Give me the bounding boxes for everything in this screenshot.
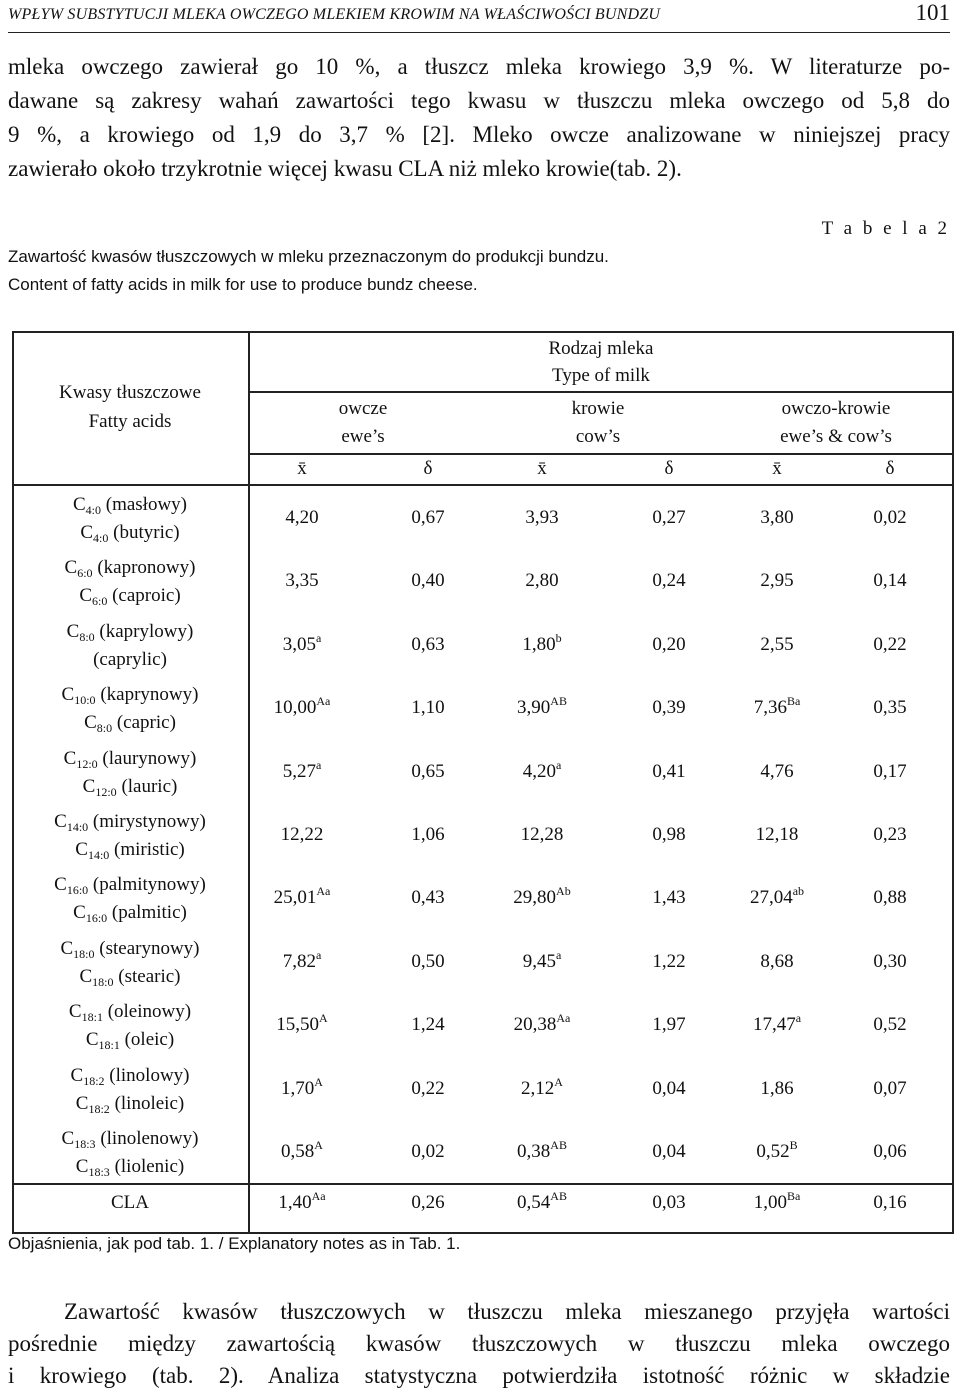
sd-value [609, 948, 729, 976]
mean-value [242, 821, 362, 849]
significance-letter: Aa [316, 694, 331, 709]
sd-value [830, 948, 950, 976]
table-label: T a b e l a 2 [821, 218, 950, 239]
cell-value: 27,04 [749, 887, 793, 909]
cell-value: 0,07 [873, 1077, 907, 1099]
cell-value: 0,17 [873, 760, 907, 782]
mean-value [242, 1011, 362, 1039]
mean-value [242, 1075, 362, 1103]
cell-value: 3,05 [282, 633, 316, 655]
acid-symbol: C [68, 1001, 82, 1023]
cell-value: 0,23 [873, 824, 907, 845]
sd-value [368, 504, 488, 532]
acid-chain-notation: 4:0 [85, 503, 101, 517]
cell-value: 0,24 [652, 570, 686, 592]
table-right-rule [952, 331, 954, 1233]
stat-mean-label: x̄ [537, 458, 547, 479]
stat-mean-label: x̄ [297, 458, 307, 479]
cell-value: 10,00 [273, 697, 317, 719]
acid-name: (palmitic) [107, 902, 187, 924]
bottom-paragraph-line: Zawartość kwasów tłuszczowych w tłuszczu mleka mieszanego przyjęła wartości [64, 1299, 950, 1324]
sd-value [609, 884, 729, 912]
cell-value: 9,45 [522, 950, 556, 972]
bottom-paragraph [8, 1296, 950, 1392]
cell-value: 2,55 [760, 633, 794, 655]
acid-name: (capric) [112, 712, 176, 734]
acid-symbol: C [66, 620, 80, 642]
cell-value: 20,38 [513, 1014, 557, 1036]
top-paragraph-line: zawierało około trzykrotnie więcej kwasu CLA niż mleko krowie(tab. 2). [8, 156, 682, 181]
significance-letter: Ba [786, 1189, 801, 1203]
cell-value: 3,93 [525, 507, 559, 528]
mean-value [717, 884, 837, 912]
mean-value [242, 504, 362, 532]
cell-value: 0,65 [411, 760, 445, 782]
running-title: WPŁYW SUBSTYTUCJI MLEKA OWCZEGO MLEKIEM KROWIM NA WŁAŚCIWOŚCI BUNDZU [8, 6, 661, 23]
acid-chain-notation: 18:3 [88, 1165, 110, 1179]
acid-chain-notation: 12:0 [95, 784, 117, 799]
cell-value: 0,88 [873, 887, 907, 909]
mean-value [717, 1189, 837, 1217]
cell-value: 4,20 [285, 507, 319, 528]
header-group-cow-pl: krowie [571, 398, 625, 419]
header-group-mixed-pl: owczo-krowie [781, 398, 891, 419]
stat-sd-label: δ [423, 458, 433, 479]
header-acids-pl: Kwasy tłuszczowe [59, 382, 201, 403]
acid-symbol: C [84, 712, 97, 734]
cell-value: 0,58 [281, 1141, 315, 1162]
cell-value: 5,27 [282, 760, 316, 782]
stat-sd-label: δ [885, 458, 895, 479]
mean-value [482, 631, 602, 659]
bottom-paragraph-line: pośrednie między zawartością kwasów tłuszczowych w tłuszczu mleka owczego [8, 1331, 950, 1356]
significance-letter: AB [550, 694, 567, 709]
mean-value [717, 821, 837, 849]
acid-name: (stearynowy) [94, 937, 200, 959]
acid-symbol: C [61, 1128, 75, 1149]
cell-value: 12,18 [755, 824, 799, 845]
cell-value: 0,30 [873, 950, 907, 972]
significance-letter: Aa [316, 884, 331, 899]
page-number: 101 [915, 0, 950, 25]
significance-letter: a [795, 1011, 802, 1026]
sd-value [609, 631, 729, 659]
acid-chain-notation: 4:0 [93, 531, 109, 545]
acid-name-polish [12, 491, 248, 519]
mean-value [717, 1138, 837, 1166]
top-paragraph [8, 50, 950, 186]
sd-value [368, 758, 488, 786]
header-group-cow-en: cow’s [575, 426, 621, 447]
table-notes: Objaśnienia, jak pod tab. 1. / Explanatory notes as in Tab. 1. [8, 1234, 461, 1253]
mean-value [242, 631, 362, 659]
acid-chain-notation: 8:0 [79, 629, 95, 644]
acid-symbol: C [64, 557, 78, 579]
cla-label: CLA [111, 1192, 149, 1213]
cell-value: 29,80 [513, 887, 557, 909]
mean-value [482, 504, 602, 532]
acid-name: (kapronowy) [92, 557, 196, 579]
cell-value: 15,50 [276, 1014, 320, 1036]
cell-value: 0,03 [652, 1192, 686, 1213]
mean-value [242, 567, 362, 595]
acid-chain-notation: 18:2 [83, 1073, 105, 1088]
acid-chain-notation: 18:0 [73, 946, 95, 961]
acid-chain-notation: 14:0 [87, 848, 110, 862]
acid-name: (linolenowy) [95, 1128, 199, 1149]
cell-value: 0,52 [873, 1014, 907, 1036]
acid-name: (butyric) [108, 522, 180, 543]
acid-name-english [12, 582, 248, 610]
acid-name: (caprylic) [93, 648, 167, 670]
acid-chain-notation: 18:1 [98, 1038, 120, 1053]
cell-value: 3,90 [517, 697, 551, 719]
acid-name-english [12, 646, 248, 674]
acid-name-polish [12, 998, 248, 1026]
acid-name: (oleic) [119, 1029, 175, 1051]
acid-symbol: C [75, 1156, 89, 1177]
acid-chain-notation: 18:3 [74, 1137, 96, 1151]
cell-value: 0,04 [652, 1141, 686, 1162]
sd-value [609, 694, 729, 722]
sd-value [368, 1189, 488, 1217]
acid-name-polish [12, 554, 248, 582]
sd-value [368, 631, 488, 659]
sd-value [368, 821, 488, 849]
cell-value: 12,22 [280, 824, 324, 845]
significance-letter: a [555, 757, 562, 772]
table-header-rule [12, 484, 954, 486]
sd-value [830, 884, 950, 912]
acid-symbol: C [54, 874, 67, 896]
mean-value [482, 694, 602, 722]
cell-value: 2,80 [525, 570, 559, 592]
acid-name-english [12, 773, 248, 801]
significance-letter: B [789, 1138, 798, 1152]
acid-symbol: C [70, 1064, 84, 1086]
mean-value [482, 567, 602, 595]
cell-value: 1,06 [411, 824, 445, 845]
acid-name-polish [12, 871, 248, 899]
acid-name: (liolenic) [109, 1156, 185, 1177]
cell-value: 2,95 [760, 570, 794, 592]
cell-value: 0,39 [652, 697, 686, 719]
cell-value: 0,98 [652, 824, 686, 845]
cell-value: 1,70 [281, 1077, 315, 1099]
mean-value [482, 1075, 602, 1103]
cell-value: 0,35 [873, 697, 907, 719]
sd-value [368, 948, 488, 976]
bottom-paragraph-line: i krowiego (tab. 2). Analiza statystyczna potwierdziła istotność różnic w składzie [8, 1363, 950, 1388]
mean-value [482, 1189, 602, 1217]
sd-value [830, 567, 950, 595]
cell-value: 0,38 [517, 1141, 551, 1162]
sd-value [609, 567, 729, 595]
acid-name-polish [12, 1125, 248, 1153]
acid-name-polish [12, 935, 248, 963]
acid-name-polish [12, 1062, 248, 1090]
acid-name: (oleinowy) [102, 1001, 192, 1023]
acid-name-english [12, 1153, 248, 1181]
sd-value [830, 1138, 950, 1166]
cell-value: 0,52 [756, 1141, 790, 1162]
acid-symbol: C [73, 902, 86, 924]
acid-symbol: C [82, 775, 96, 797]
cell-value: 1,86 [760, 1077, 794, 1099]
acid-name-english [12, 836, 248, 864]
mean-value [482, 884, 602, 912]
mean-value [242, 758, 362, 786]
cell-value: 0,50 [411, 950, 445, 972]
sd-value [830, 1189, 950, 1217]
mean-value [242, 694, 362, 722]
cell-value: 2,12 [521, 1077, 555, 1099]
caption-polish: Zawartość kwasów tłuszczowych w mleku przeznaczonym do produkcji bundzu. [8, 247, 609, 266]
significance-letter: a [555, 947, 562, 962]
mean-value [717, 504, 837, 532]
acid-symbol: C [63, 747, 77, 769]
mean-value [717, 631, 837, 659]
sd-value [609, 758, 729, 786]
acid-symbol: C [72, 494, 86, 515]
sd-value [609, 1138, 729, 1166]
acid-chain-notation: 6:0 [92, 594, 108, 609]
mean-value [482, 948, 602, 976]
mean-value [717, 567, 837, 595]
cell-value: 0,43 [411, 887, 445, 909]
cell-value: 1,24 [411, 1014, 445, 1036]
acid-name-english [12, 709, 248, 737]
acid-name: (caproic) [107, 585, 181, 607]
sd-value [830, 694, 950, 722]
acid-name-polish [12, 808, 248, 836]
stat-mean-label: x̄ [772, 458, 782, 479]
sd-value [830, 504, 950, 532]
sd-value [830, 631, 950, 659]
header-group-mixed-en: ewe’s & cow’s [780, 426, 892, 447]
table-header-rule [248, 391, 954, 393]
significance-letter: A [314, 1074, 323, 1089]
significance-letter: Ba [786, 694, 801, 709]
cell-value: 0,02 [873, 507, 907, 528]
mean-value [482, 1138, 602, 1166]
acid-name: (kaprylowy) [94, 620, 194, 642]
acid-chain-notation: 6:0 [77, 566, 93, 581]
cell-value: 0,40 [411, 570, 445, 592]
acid-symbol: C [80, 522, 94, 543]
cell-value: 0,14 [873, 570, 907, 592]
sd-value [830, 1075, 950, 1103]
acid-name-polish [12, 618, 248, 646]
sd-value [368, 694, 488, 722]
significance-letter: AB [550, 1189, 567, 1203]
acid-name: (miristic) [109, 839, 185, 860]
cell-value: 0,02 [411, 1141, 445, 1162]
cell-value: 3,80 [760, 507, 794, 528]
sd-value [609, 821, 729, 849]
acid-name-polish [12, 745, 248, 773]
running-header [8, 0, 950, 33]
acid-chain-notation: 14:0 [66, 820, 89, 834]
acid-name: (kaprynowy) [95, 684, 199, 706]
cell-value: 0,54 [517, 1192, 551, 1213]
cell-value: 1,10 [411, 697, 445, 719]
significance-letter: Ab [556, 884, 571, 899]
sd-value [609, 1075, 729, 1103]
cell-value: 17,47 [752, 1014, 796, 1036]
mean-value [717, 758, 837, 786]
top-paragraph-line: 9 %, a krowiego od 1,9 do 3,7 % [2]. Mleko owcze analizowane w niniejszej pracy [8, 122, 950, 147]
acid-chain-notation: 16:0 [85, 911, 108, 926]
cell-value: 0,27 [652, 507, 686, 528]
acid-name-english [12, 1090, 248, 1118]
mean-value [717, 1075, 837, 1103]
mean-value [717, 948, 837, 976]
sd-value [368, 884, 488, 912]
cell-value: 1,97 [652, 1014, 686, 1036]
acid-symbol: C [60, 937, 74, 959]
cell-value: 4,76 [760, 760, 794, 782]
cell-value: 3,35 [285, 570, 319, 592]
mean-value [717, 1011, 837, 1039]
mean-value [482, 758, 602, 786]
cell-value: 0,06 [873, 1141, 907, 1162]
fatty-acids-table [12, 331, 954, 1233]
cell-value: 1,22 [652, 950, 686, 972]
header-milk-pl: Rodzaj mleka [548, 338, 654, 359]
significance-letter: a [315, 757, 322, 772]
cell-value: 0,26 [411, 1192, 445, 1213]
cell-value: 0,20 [652, 633, 686, 655]
sd-value [609, 1189, 729, 1217]
cell-value: 0,22 [411, 1077, 445, 1099]
sd-value [830, 758, 950, 786]
acid-name: (linolowy) [104, 1064, 190, 1086]
acid-chain-notation: 18:1 [81, 1010, 103, 1025]
acid-name: (laurynowy) [97, 747, 197, 769]
cell-value: 0,22 [873, 633, 907, 655]
acid-symbol: C [79, 965, 93, 987]
sd-value [830, 1011, 950, 1039]
mean-value [482, 821, 602, 849]
acid-name: (stearic) [113, 965, 181, 987]
cell-value: 1,43 [652, 887, 686, 909]
mean-value [242, 884, 362, 912]
cell-value: 0,41 [652, 760, 686, 782]
mean-value [717, 694, 837, 722]
table-cla-rule [12, 1183, 954, 1185]
acid-name-polish [12, 681, 248, 709]
mean-value [242, 1138, 362, 1166]
acid-chain-notation: 18:0 [92, 974, 114, 989]
cell-value: 1,00 [753, 1192, 787, 1213]
acid-name: (lauric) [116, 775, 178, 797]
cell-value: 7,82 [282, 950, 316, 972]
sd-value [368, 1075, 488, 1103]
table-top-rule [12, 331, 954, 333]
acid-name: (linoleic) [109, 1092, 185, 1114]
acid-chain-notation: 8:0 [96, 721, 113, 736]
significance-letter: ab [792, 884, 805, 899]
acid-chain-notation: 12:0 [76, 756, 98, 771]
significance-letter: b [555, 630, 562, 645]
acid-symbol: C [79, 585, 93, 607]
significance-letter: AB [550, 1138, 567, 1152]
caption-english: Content of fatty acids in milk for use to produce bundz cheese. [8, 275, 478, 294]
cell-value: 0,63 [411, 633, 445, 655]
cell-value: 7,36 [753, 697, 787, 719]
acid-symbol: C [75, 839, 88, 860]
header-group-ewe-en: ewe’s [341, 426, 385, 447]
sd-value [368, 1011, 488, 1039]
acid-symbol: C [54, 811, 67, 832]
cell-value: 8,68 [760, 950, 794, 972]
acid-name-english [12, 899, 248, 927]
mean-value [242, 1189, 362, 1217]
significance-letter: Aa [556, 1011, 571, 1026]
header-acids-en: Fatty acids [88, 411, 172, 432]
mean-value [482, 1011, 602, 1039]
cell-value: 4,20 [522, 760, 556, 782]
significance-letter: Aa [311, 1189, 326, 1203]
sd-value [609, 1011, 729, 1039]
sd-value [368, 1138, 488, 1166]
acid-chain-notation: 16:0 [66, 883, 89, 898]
acid-name: (palmitynowy) [88, 874, 206, 896]
significance-letter: A [314, 1138, 323, 1152]
sd-value [368, 567, 488, 595]
acid-name-english [12, 519, 248, 547]
significance-letter: a [315, 947, 322, 962]
cell-value: 1,40 [278, 1192, 312, 1213]
acid-chain-notation: 10:0 [74, 693, 96, 708]
cell-value: 0,67 [411, 507, 445, 528]
mean-value [242, 948, 362, 976]
cell-value: 1,80 [522, 633, 556, 655]
acid-chain-notation: 18:2 [88, 1101, 110, 1116]
cell-value: 0,16 [873, 1192, 907, 1213]
acid-name: (masłowy) [101, 494, 188, 515]
table-caption [8, 243, 609, 299]
top-paragraph-line: mleka owczego zawierał go 10 %, a tłuszcz mleka krowiego 3,9 %. W literaturze po- [8, 54, 950, 79]
significance-letter: a [315, 630, 322, 645]
stat-sd-label: δ [664, 458, 674, 479]
sd-value [830, 821, 950, 849]
acid-name-english [12, 1026, 248, 1054]
header-group-ewe-pl: owcze [338, 398, 388, 419]
acid-name-english [12, 963, 248, 991]
acid-symbol: C [61, 684, 75, 706]
cell-value: 25,01 [273, 887, 317, 909]
header-milk-en: Type of milk [552, 365, 650, 386]
sd-value [609, 504, 729, 532]
cell-value: 12,28 [520, 824, 564, 845]
top-paragraph-line: dawane są zakresy wahań zawartości tego kwasu w tłuszczu mleka owczego od 5,8 do [8, 88, 950, 113]
acid-name: (mirystynowy) [88, 811, 206, 832]
significance-letter: A [319, 1011, 328, 1026]
significance-letter: A [554, 1074, 563, 1089]
cell-value: 0,04 [652, 1077, 686, 1099]
acid-symbol: C [85, 1029, 99, 1051]
acid-symbol: C [75, 1092, 89, 1114]
